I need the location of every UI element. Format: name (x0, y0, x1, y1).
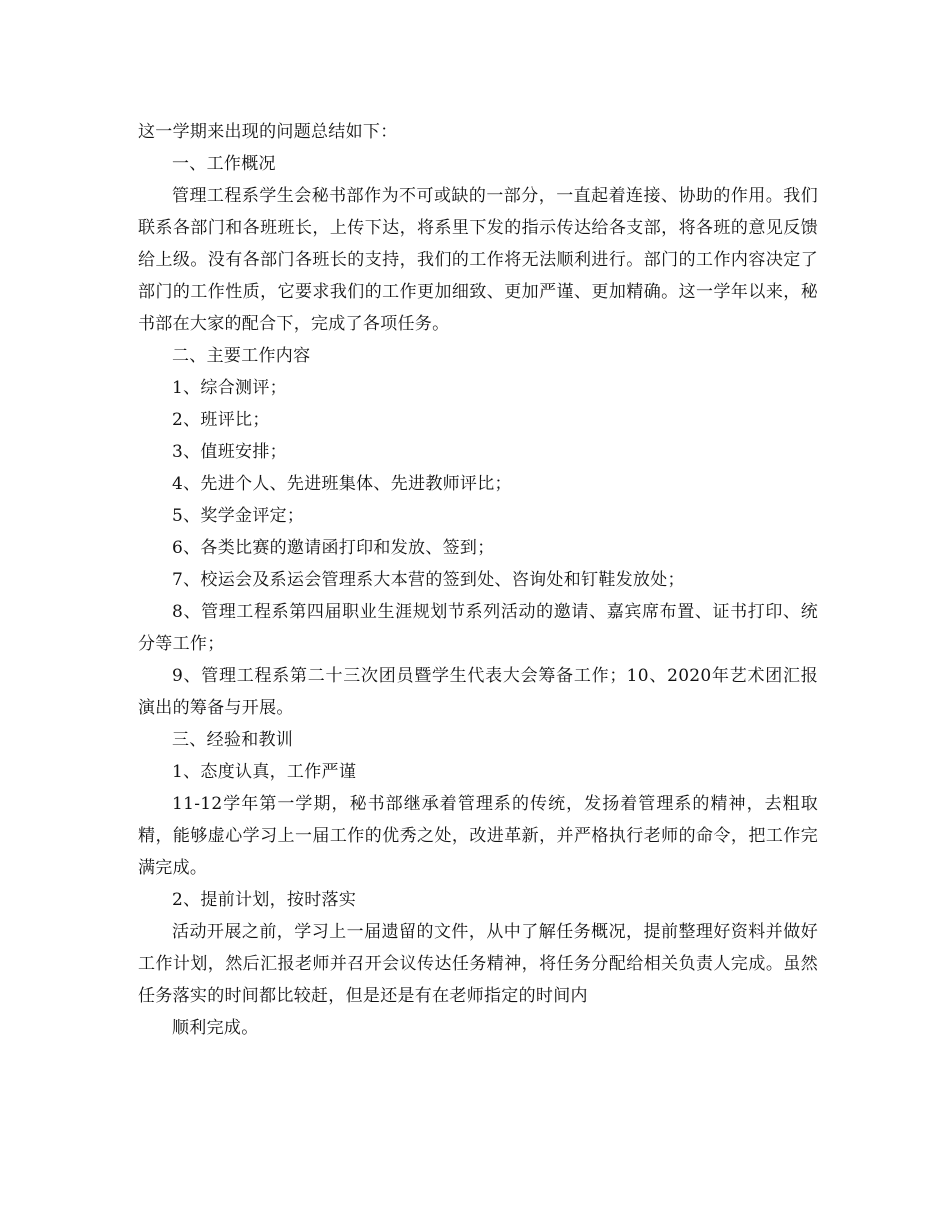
section-heading-main-work: 二、主要工作内容 (172, 346, 311, 366)
subheading-attitude: 1、态度认真，工作严谨 (172, 762, 357, 782)
planning-paragraph: 活动开展之前，学习上一届遗留的文件，从中了解任务概况，提前整理好资料并做好工作计划，然后汇报老师并召开会议传达任务精神，将任务分配给相关负责人完成。虽然任务落实的时间都比较赶，但是还是有在老师指定的时间内 (138, 922, 818, 1006)
attitude-paragraph: 11-12学年第一学期，秘书部继承着管理系的传统，发扬着管理系的精神，去粗取精，能够虚心学习上一届工作的优秀之处，改进革新，并严格执行老师的命令，把工作完满完成。 (138, 794, 818, 878)
list-item: 9、管理工程系第二十三次团员暨学生代表大会筹备工作；10、2020年艺术团汇报演出的筹备与开展。 (138, 666, 818, 718)
list-item: 5、奖学金评定； (172, 506, 305, 526)
intro-line: 这一学期来出现的问题总结如下： (138, 122, 398, 142)
subheading-planning: 2、提前计划，按时落实 (172, 890, 357, 910)
list-item: 3、值班安排； (172, 442, 287, 462)
section-heading-lessons: 三、经验和教训 (172, 730, 294, 750)
list-item: 8、管理工程系第四届职业生涯规划节系列活动的邀请、嘉宾席布置、证书打印、统分等工作； (138, 602, 818, 654)
section-heading-overview: 一、工作概况 (172, 154, 276, 174)
planning-paragraph-end: 顺利完成。 (172, 1018, 259, 1038)
list-item: 7、校运会及系运会管理系大本营的签到处、咨询处和钉鞋发放处； (172, 570, 685, 590)
list-item: 2、班评比； (172, 410, 270, 430)
list-item: 1、综合测评； (172, 378, 287, 398)
document-body (138, 116, 818, 1044)
list-item: 6、各类比赛的邀请函打印和发放、签到； (172, 538, 495, 558)
list-item: 4、先进个人、先进班集体、先进教师评比； (172, 474, 512, 494)
overview-paragraph: 管理工程系学生会秘书部作为不可或缺的一部分，一直起着连接、协助的作用。我们联系各部门和各班班长，上传下达，将系里下发的指示传达给各支部，将各班的意见反馈给上级。没有各部门各班长的支持，我们的工作将无法顺利进行。部门的工作内容决定了部门的工作性质，它要求我们的工作更加细致、更加严谨、更加精确。这一学年以来，秘书部在大家的配合下，完成了各项任务。 (138, 186, 818, 334)
